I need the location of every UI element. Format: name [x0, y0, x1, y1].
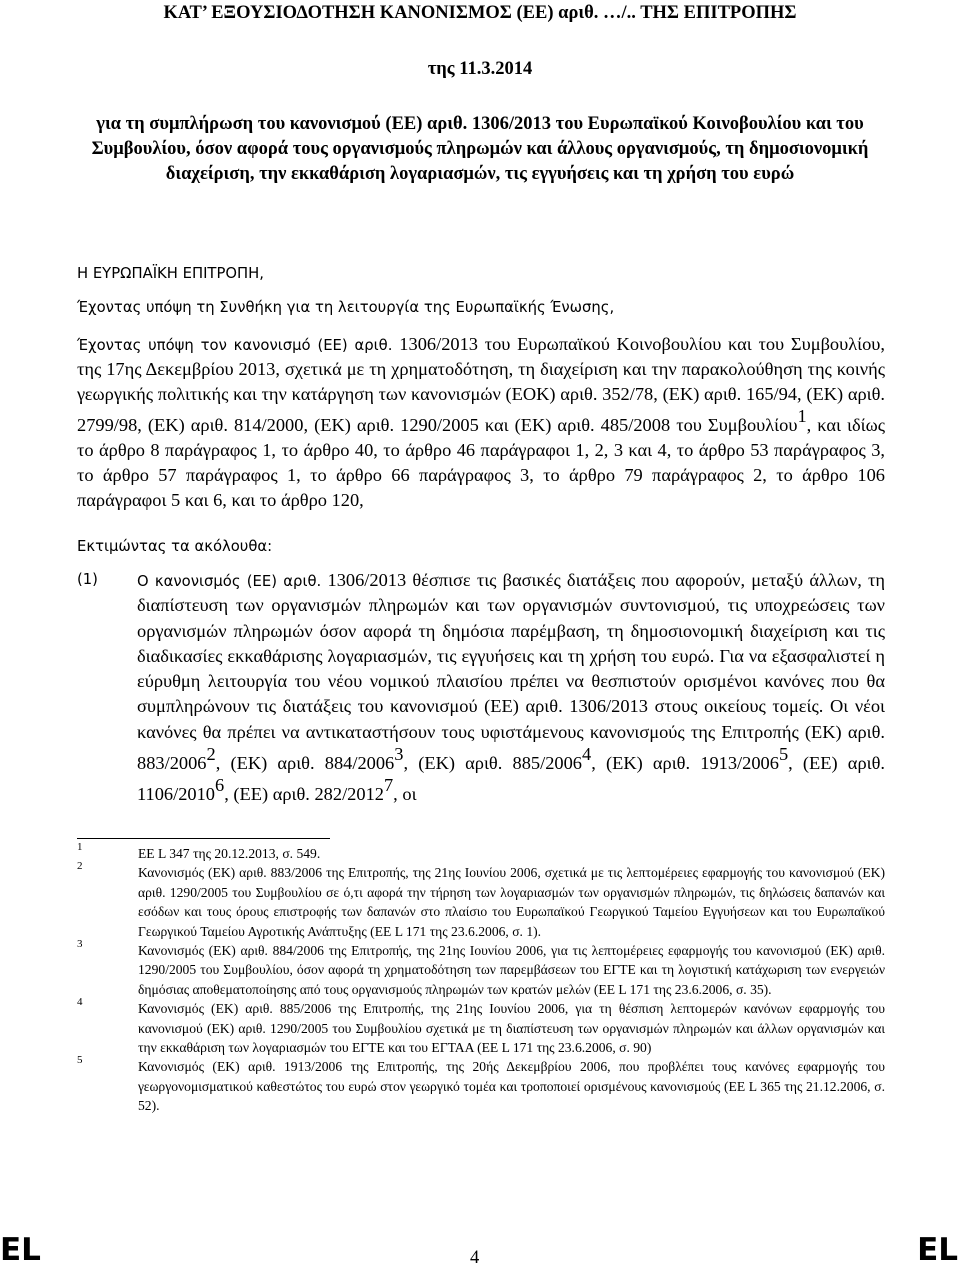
document-subject: για τη συμπλήρωση του κανονισμού (ΕΕ) αριθ. 1306/2013 του Ευρωπαϊκού Κοινοβουλίου και του Συμβουλίου, όσον αφορά τους οργανισμούς πληρωμών και άλλους οργανισμούς, τη δημοσιονομική διαχείριση, την εκκαθάριση λογαριασμών, τις εγγυήσεις και τη χρήση του ευρώ	[91, 114, 869, 184]
recital-regulation-text-1: Έχοντας υπόψη τον κανονισμό (ΕΕ) αριθ.	[77, 337, 400, 354]
recital-item-text-7: , (ΕΕ) αριθ. 282/2012	[224, 784, 384, 805]
footnote-number: 3	[77, 938, 83, 951]
footnote-text: Κανονισμός (ΕΚ) αριθ. 883/2006 της Επιτροπής, της 21ης Ιουνίου 2006, σχετικά με τις λεπτομέρειες εφαρμογής του κανονισμού (ΕΚ) αριθ. 1290/2005 του Συμβουλίου σε ό,τι αφορά την τήρηση των λογαριασμών των οργανισμών πληρωμών, τις δηλώσεις δαπανών και εσόδων και τους όρους επιστροφής των δαπανών στο πλαίσιο του Ευρωπαϊκού Γεωργικού Ταμείου Εγγυήσεων και του Ευρωπαϊκού Γεωργικού Ταμείου Αγροτικής Ανάπτυξης (ΕΕ L 171 της 23.6.2006, σ. 1).	[138, 865, 885, 939]
footnote-ref[interactable]: 3	[394, 744, 404, 765]
page-number: 4	[470, 1248, 480, 1268]
footnotes	[77, 841, 885, 1116]
footnote-item	[77, 860, 885, 941]
language-code-right: EL	[917, 1232, 958, 1268]
recital-regulation	[77, 332, 885, 513]
footnote-number: 1	[77, 841, 83, 853]
footnote-ref[interactable]: 5	[778, 744, 789, 765]
document-date: της 11.3.2014	[427, 59, 533, 79]
footnote-number: 5	[77, 1054, 83, 1067]
recital-item-text-1: Ο κανονισμός (ΕΕ) αριθ.	[137, 573, 328, 590]
footnote-item	[77, 841, 885, 863]
footnote-text: ΕΕ L 347 της 20.12.2013, σ. 549.	[138, 846, 321, 861]
recital-regulation-text-3: 352/78, (ΕΚ) αριθ. 165/94, (ΕΚ) αριθ. 2799/98, (ΕΚ) αριθ. 814/2000, (ΕΚ) αριθ. 1290/2005 και (ΕΚ) αριθ. 485/2008 του Συμβουλίου	[77, 384, 885, 435]
footnote-ref[interactable]: 2	[206, 744, 216, 765]
document-title: ΚΑΤ’ ΕΞΟΥΣΙΟΔΟΤΗΣΗ ΚΑΝΟΝΙΣΜΟΣ (ΕΕ) αριθ. …/.. ΤΗΣ ΕΠΙΤΡΟΠΗΣ	[163, 3, 797, 23]
recital-item-text-3: , (ΕΚ) αριθ. 884/2006	[215, 753, 395, 773]
recital-item-text-8: , οι	[393, 784, 417, 805]
footnote-number: 2	[77, 860, 83, 873]
footnote-number: 4	[77, 996, 83, 1009]
footnote-text: Κανονισμός (ΕΚ) αριθ. 1913/2006 της Επιτροπής, της 20ής Δεκεμβρίου 2006, που προβλέπει τους κανόνες εφαρμογής του γεωργονομισματικού καθεστώτος του ευρώ στον γεωργικό τομέα και τροποποιεί ορισμένους κανονισμούς (ΕΕ L 365 της 21.12.2006, σ. 52).	[138, 1059, 885, 1114]
footnote-separator	[77, 838, 330, 839]
recital-treaty: Έχοντας υπόψη τη Συνθήκη για τη λειτουργία της Ευρωπαϊκής Ένωσης,	[77, 299, 615, 316]
recital-item-text-5: , (ΕΚ) αριθ. 1913/2006	[591, 753, 779, 773]
recital-item-text-4: , (ΕΚ) αριθ. 885/2006	[403, 753, 582, 773]
recital-item-text-2: 1306/2013 θέσπισε τις βασικές διατάξεις που αφορούν, μεταξύ άλλων, τη διαπίστευση των οργανισμών πληρωμών και των οργανισμών συντονισμού, τις υποχρεώσεις των οργανισμών πληρωμών όσον αφορά τη δημόσια παρέμβαση, τη δημοσιονομική διαχείριση και τις διαδικασίες εκκαθάρισης λογαριασμών, τις εγγυήσεις και τη χρήση του ευρώ. Για να εξασφαλιστεί η εύρυθμη λειτουργία του νέου νομικού πλαισίου πρέπει να θεσπιστούν ορισμένοι κανόνες που θα συμπληρώνουν τις διατάξεις του κανονισμού (ΕΕ) αριθ. 1306/2013 στους οικείους τομείς. Οι νέοι κανόνες θα πρέπει να αντικαταστήσουν τους υφιστάμενους κανονισμούς της Επιτροπής (ΕΚ) αριθ. 883/2006	[137, 570, 885, 773]
recital-regulation-text-4: , και ιδίως το άρθρο 8 παράγραφος 1, το άρθρο 40, το άρθρο 46 παράγραφοι 1, 2, 3 και 4, το άρθρο 53 παράγραφος 3, το άρθρο 57 παράγραφος 1, το άρθρο 66 παράγραφος 3, το άρθρο 79 παράγραφος 2, το άρθρο 106 παράγραφοι 5 και 6, και το άρθρο 120,	[77, 414, 885, 510]
language-code-left: EL	[0, 1232, 41, 1268]
recital-item-text-6: , (ΕΕ) αριθ. 1106/2010	[137, 753, 885, 805]
recital-number: (1)	[77, 571, 98, 588]
institution-heading: Η ΕΥΡΩΠΑΪΚΗ ΕΠΙΤΡΟΠΗ,	[77, 265, 264, 282]
footnote-text: Κανονισμός (ΕΚ) αριθ. 884/2006 της Επιτροπής, της 21ης Ιουνίου 2006, για τις λεπτομέρειες εφαρμογής του κανονισμού (ΕΚ) αριθ. 1290/2005 του Συμβουλίου, όσον αφορά τη χρηματοδότηση των παρεμβάσεων του ΕΓΤΕ και τη λογιστική κατάχωριση των ενεργειών δημόσιας αποθεματοποίησης από τους οργανισμούς πληρωμών των κρατών μελών (ΕΕ L 171 της 23.6.2006, σ. 35).	[138, 943, 885, 997]
footnote-item	[77, 996, 885, 1057]
recital-text	[137, 568, 885, 808]
footnote-ref[interactable]: 4	[581, 744, 592, 765]
footnote-item	[77, 938, 885, 999]
recital-regulation-text-2: 1306/2013 του Ευρωπαϊκού Κοινοβουλίου και του Συμβουλίου, της 17ης Δεκεμβρίου 2013, σχετικά με τη χρηματοδότηση, τη διαχείριση και την παρακολούθηση της κοινής γεωργικής πολιτικής και την κατάργηση των κανονισμών (ΕΟΚ) αριθ.	[77, 334, 885, 404]
footnote-item	[77, 1054, 885, 1115]
considering-heading: Εκτιμώντας τα ακόλουθα:	[77, 538, 273, 555]
footnote-ref[interactable]: 7	[383, 775, 394, 796]
footnote-ref[interactable]: 1	[797, 406, 807, 426]
footnote-ref[interactable]: 6	[215, 775, 225, 796]
footnote-text: Κανονισμός (ΕΚ) αριθ. 885/2006 της Επιτροπής, της 21ης Ιουνίου 2006, για τη θέσπιση λεπτομερών κανόνων εφαρμογής του κανονισμού (ΕΚ) αριθ. 1290/2005 του Συμβουλίου σχετικά με τη διαπίστευση των οργανισμών πληρωμών και άλλων οργανισμών και την εκκαθάριση των λογαριασμών του ΕΓΤΕ και του ΕΓΤΑΑ (ΕΕ L 171 της 23.6.2006, σ. 90)	[138, 1001, 885, 1056]
